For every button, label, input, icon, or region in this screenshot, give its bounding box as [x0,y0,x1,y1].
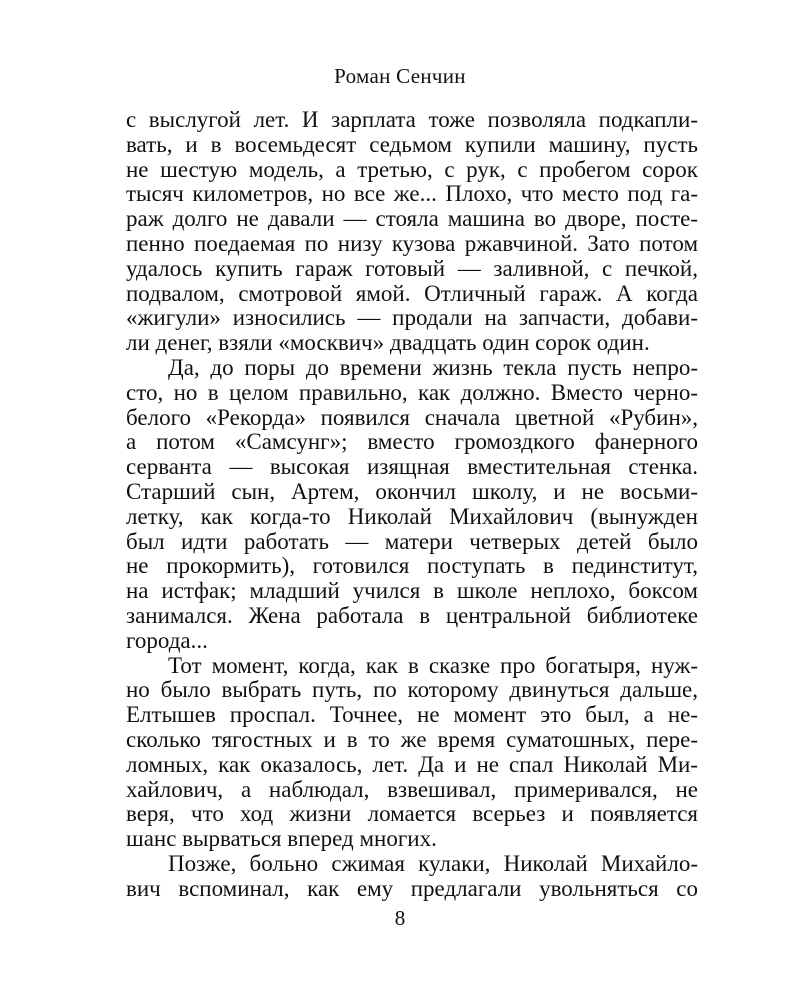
text-line: сто, но в целом правильно, как должно. Вместо черно- [126,379,698,405]
running-header-author: Роман Сенчин [334,64,466,88]
text-line: раж долго не давали — стояла машина во дворе, посте- [126,206,698,232]
paragraph-end-line: города... [126,627,208,653]
text-line: вич вспоминал, как ему предлагали увольняться со [126,875,698,901]
text-line: белого «Рекорда» появился сначала цветной «Рубин», [126,404,698,430]
text-line: серванта — высокая изящная вместительная стенка. [126,454,698,480]
text-line: вать, и в восемьдесят седьмом купили машину, пусть [126,131,698,157]
text-line: занимался. Жена работала в центральной библиотеке [126,602,698,628]
text-line: был идти работать — матери четверых детей было [126,528,698,554]
text-line: подвалом, смотровой ямой. Отличный гараж. А когда [126,280,698,306]
text-line: пенно поедаемая по низу кузова ржавчиной. Зато потом [126,230,698,256]
text-line: хайлович, а наблюдал, взвешивал, примеривался, не [126,776,698,802]
paragraph-first-line: Позже, больно сжимая кулаки, Николай Михайло- [168,850,698,876]
text-line: а потом «Самсунг»; вместо громоздкого фанерного [126,429,698,455]
paragraph-end-line: ли денег, взяли «москвич» двадцать один сорок один. [126,330,650,356]
text-line: не прокормить), готовился поступать в пединститут, [126,553,698,579]
text-line: Елтышев проспал. Точнее, не момент это был, а не- [126,702,698,728]
text-line: но было выбрать путь, по которому двинуться дальше, [126,677,698,703]
text-line: ломных, как оказалось, лет. Да и не спал Николай Ми- [126,751,698,777]
text-line: Старший сын, Артем, окончил школу, и не восьми- [126,478,698,504]
paragraph-first-line: Тот момент, когда, как в сказке про богатыря, нуж- [168,652,698,678]
paragraph-end-line: шанс вырваться вперед многих. [126,826,437,852]
text-line: на истфак; младший учился в школе неплохо, боксом [126,578,698,604]
body-text [126,108,698,902]
text-line: удалось купить гараж готовый — заливной, с печкой, [126,255,698,281]
text-line: летку, как когда-то Николай Михайлович (вынужден [126,503,698,529]
text-line: веря, что ход жизни ломается всерьез и появляется [126,801,698,827]
paragraph-first-line: Да, до поры до времени жизнь текла пусть непро- [168,354,698,380]
text-line: «жигули» износились — продали на запчасти, добави- [126,305,698,331]
text-line: сколько тягостных и в то же время суматошных, пере- [126,726,698,752]
page-number: 8 [394,906,406,930]
text-line: тысяч километров, но все же... Плохо, что место под га- [126,181,698,207]
text-line: с выслугой лет. И зарплата тоже позволяла подкапли- [126,107,698,132]
text-line: не шестую модель, а третью, с рук, с пробегом сорок [126,156,698,182]
